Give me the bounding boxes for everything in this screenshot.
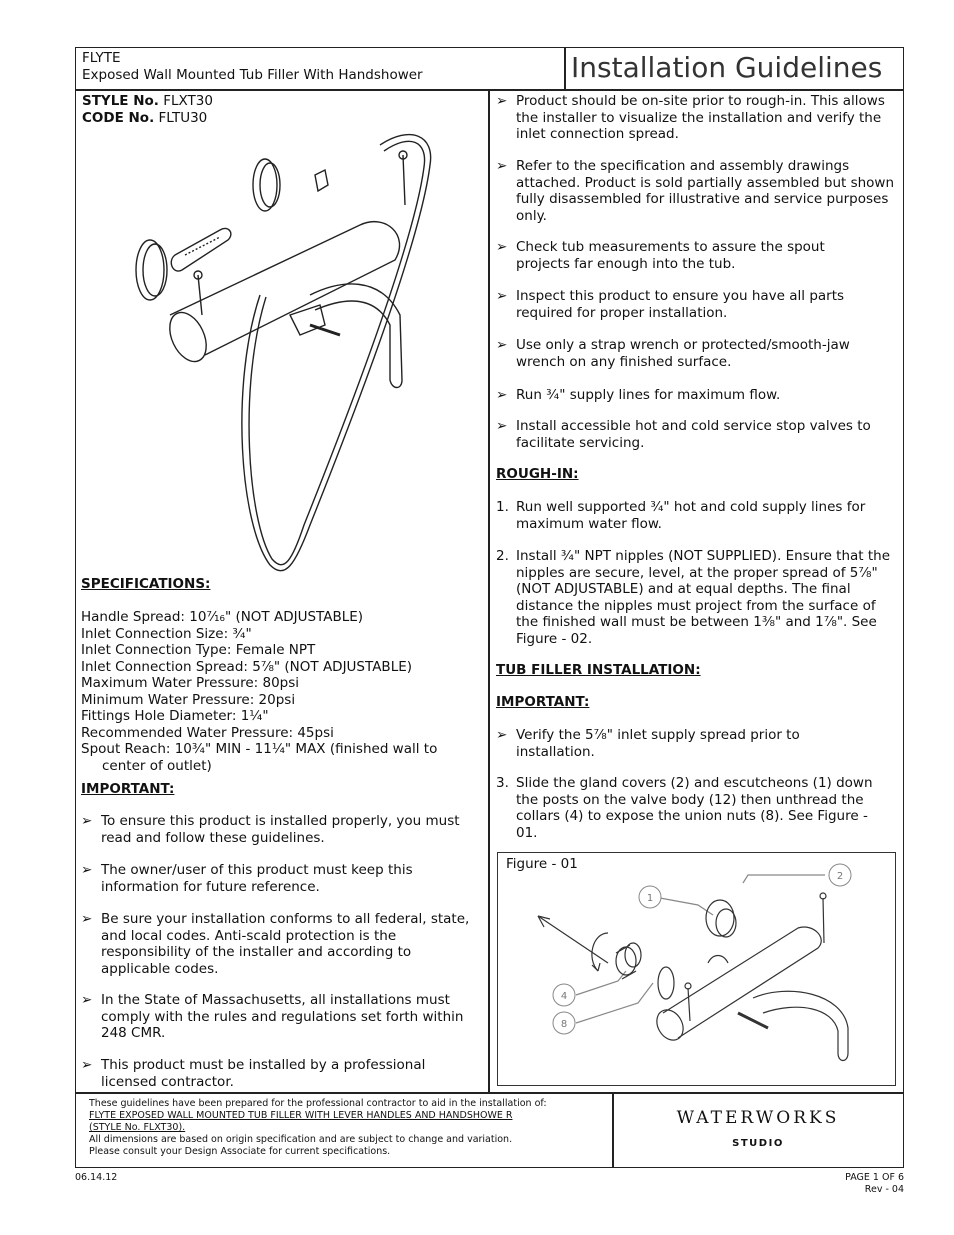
guideline-item: ➢ Use only a strap wrench or protected/smooth-jaw wrench on any finished surface. [496, 337, 850, 370]
footer-line: All dimensions are based on origin specification and are subject to change and variation. [89, 1134, 513, 1145]
important-item: ➢ Be sure your installation conforms to all federal, state, and local codes. Anti-scald protection is the responsibility of the installer and according to applicable codes. [81, 911, 470, 977]
style-number [82, 93, 213, 110]
spec-item: Inlet Connection Size: ¾" [81, 625, 252, 642]
svg-text:2: 2 [836, 871, 844, 882]
arrow-bullet-icon: ➢ [81, 911, 93, 927]
callout-4 [553, 984, 575, 1006]
callout-1 [639, 886, 661, 908]
footer-style-line: (STYLE No. FLXT30). [89, 1122, 186, 1133]
guideline-item: ➢ Check tub measurements to assure the spout projects far enough into the tub. [496, 239, 825, 272]
svg-text:8: 8 [560, 1019, 568, 1030]
important-item: ➢ The owner/user of this product must keep this information for future reference. [81, 862, 413, 895]
spec-item: Fittings Hole Diameter: 1¼" [81, 708, 269, 724]
guideline-item: ➢ Run ¾" supply lines for maximum flow. [496, 387, 781, 403]
arrow-bullet-icon: ➢ [496, 387, 508, 403]
callout-2 [829, 864, 851, 886]
header-divider [75, 89, 904, 91]
footer-divider [75, 1092, 904, 1094]
code-value: FLTU30 [158, 110, 208, 126]
specifications-heading: SPECIFICATIONS: [81, 576, 211, 592]
spec-item: center of outlet) [102, 757, 212, 774]
arrow-bullet-icon: ➢ [496, 93, 508, 109]
important-item: ➢ This product must be installed by a professional licensed contractor. [81, 1057, 426, 1090]
spec-item: Maximum Water Pressure: 80psi [81, 675, 300, 691]
guideline-item: ➢ Install accessible hot and cold service stop valves to facilitate servicing. [496, 418, 871, 451]
footer-vertical-divider [612, 1092, 614, 1168]
revision: Rev - 04 [864, 1184, 904, 1195]
tub-filler-important-heading: IMPORTANT: [496, 694, 590, 710]
figure-illustration [498, 853, 894, 1085]
arrow-bullet-icon: ➢ [496, 418, 508, 434]
spec-item: Handle Spread: 10⁷⁄₁₆" (NOT ADJUSTABLE) [81, 609, 364, 625]
arrow-bullet-icon: ➢ [81, 1057, 93, 1073]
brand-sub: STUDIO [732, 1138, 784, 1149]
hose-icon [242, 135, 431, 571]
figure-caption: Figure - 01 [506, 856, 578, 872]
document-date: 06.14.12 [75, 1172, 118, 1183]
body-end-icon [163, 307, 214, 368]
footer-product-line: FLYTE EXPOSED WALL MOUNTED TUB FILLER WITH LEVER HANDLES AND HANDSHOWE R [89, 1110, 513, 1121]
tub-filler-step: 3. Slide the gland covers (2) and escutcheons (1) down the posts on the valve body (12) then unthread the collars (4) to expose the union nuts (8). See Figure - 01. [496, 775, 873, 841]
important-heading: IMPORTANT: [81, 781, 175, 797]
callout-8 [553, 1012, 575, 1034]
arrow-bullet-icon: ➢ [496, 288, 508, 304]
important-item: ➢ In the State of Massachusetts, all installations must comply with the rules and regulations set forth within 248 CMR. [81, 992, 464, 1041]
lever-right-icon [403, 155, 405, 205]
important-item: ➢ To ensure this product is installed properly, you must read and follow these guidelines. [81, 813, 460, 846]
arrow-bullet-icon: ➢ [81, 992, 93, 1008]
spec-item: Inlet Connection Type: Female NPT [81, 642, 316, 658]
spec-item: Recommended Water Pressure: 45psi [81, 724, 334, 741]
guideline-item: ➢ Product should be on-site prior to rough-in. This allows the installer to visualize the installation and verify the inlet connection spread. [496, 93, 885, 142]
spec-item: Minimum Water Pressure: 20psi [81, 691, 296, 708]
svg-text:4: 4 [560, 991, 568, 1002]
header-vertical-divider [564, 47, 566, 90]
arrow-bullet-icon: ➢ [81, 862, 93, 878]
spout-icon [753, 991, 848, 1060]
page-title: Installation Guidelines [571, 51, 883, 84]
tub-filler-item: ➢ Verify the 5⅞" inlet supply spread prior to installation. [496, 727, 800, 760]
page-number: PAGE 1 OF 6 [845, 1172, 904, 1183]
arrow-bullet-icon: ➢ [496, 158, 508, 174]
footer-line: Please consult your Design Associate for current specifications. [89, 1146, 391, 1157]
footer-note [89, 1098, 609, 1158]
spec-item: Inlet Connection Spread: 5⅞" (NOT ADJUSTABLE) [81, 658, 413, 675]
footer-line: These guidelines have been prepared for the professional contractor to aid in the installation of: [89, 1098, 547, 1109]
style-value: FLXT30 [163, 93, 213, 109]
lever-left-icon [198, 275, 202, 315]
tub-filler-heading: TUB FILLER INSTALLATION: [496, 662, 701, 678]
rough-in-step: 1. Run well supported ¾" hot and cold supply lines for maximum water flow. [496, 499, 866, 532]
spec-item: Spout Reach: 10¾" MIN - 11¼" MAX (finished wall to [81, 741, 438, 757]
guideline-item: ➢ Inspect this product to ensure you have all parts required for proper installation. [496, 288, 845, 321]
arrow-icon [538, 916, 608, 963]
arrow-bullet-icon: ➢ [496, 337, 508, 353]
guideline-item: ➢ Refer to the specification and assembly drawings attached. Product is sold partially assembled but shown fully disassembled for illustrative and service purposes only. [496, 158, 895, 224]
rough-in-step: 2. Install ¾" NPT nipples (NOT SUPPLIED). Ensure that the nipples are secure, level, at the proper spread of 5⅞" (NOT ADJUSTABLE) and at equal depths. The final distance the nipples must project from the surface of the finished wall must be between 1⅜" and 1⅞". See Figure - 02. [496, 548, 891, 647]
style-label: STYLE No. [82, 93, 159, 109]
arrow-bullet-icon: ➢ [496, 239, 508, 255]
svg-text:1: 1 [646, 893, 654, 904]
handshower-icon [171, 228, 231, 271]
arrow-bullet-icon: ➢ [496, 727, 508, 743]
specifications-list [81, 609, 481, 774]
rough-in-heading: ROUGH-IN: [496, 466, 579, 482]
product-name: Exposed Wall Mounted Tub Filler With Handshower [82, 67, 423, 83]
arrow-bullet-icon: ➢ [81, 813, 93, 829]
product-family: FLYTE [82, 50, 121, 66]
product-illustration [110, 125, 450, 575]
code-label: CODE No. [82, 110, 155, 126]
column-divider [488, 89, 490, 1093]
brand-logo: WATERWORKS [676, 1108, 840, 1128]
